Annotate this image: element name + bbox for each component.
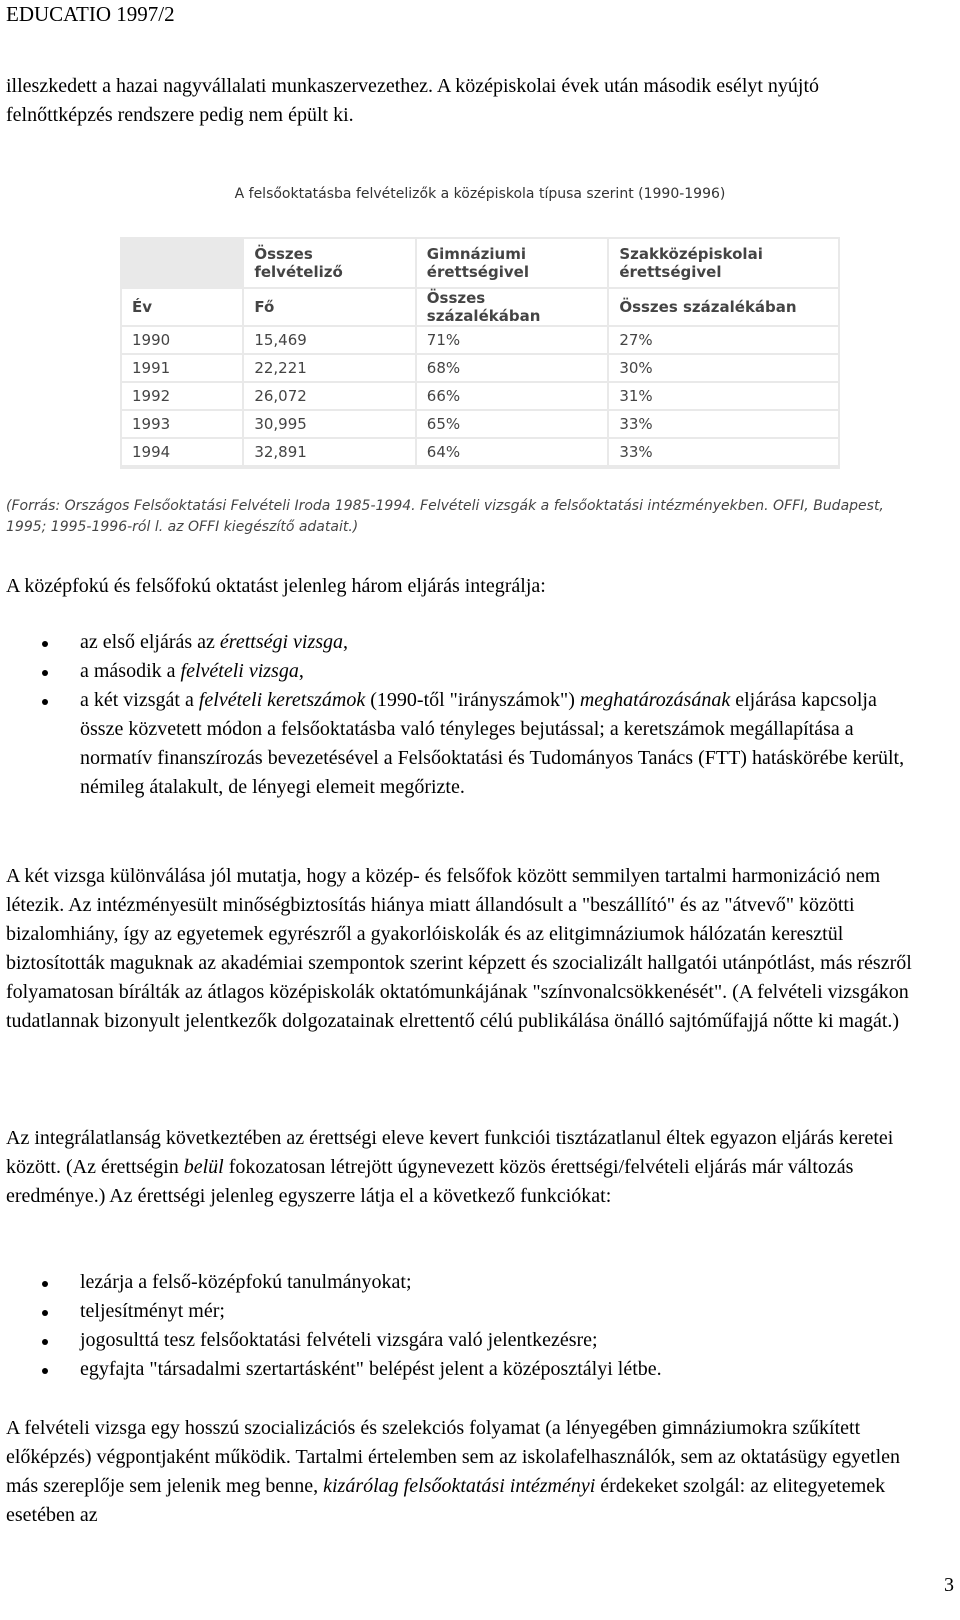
list-item: a második a felvételi vizsga, [6,657,916,686]
table-header-gymnasium: Gimnáziumi érettségivel [417,239,608,287]
paragraph-integration: Az integrálatlanság következtében az érettségi eleve kevert funkciói tisztázatlanul éltek egyazon eljárás keretei között. (Az érettségin belül fokozatosan létrejött úgynevezett közös érettségi/felvételi eljárás már változás eredménye.) Az érettségi jelenleg egyszerre látja el a következő funkciókat: [6,1127,894,1207]
table-sub-header-row [122,289,838,325]
table-cell-year: 1994 [122,439,242,465]
table-cell-gym-pct: 66% [417,383,608,409]
bullet-icon [42,1368,48,1374]
table-subheader-gym-pct: Összes százalékában [417,289,608,325]
list-item: egyfajta "társadalmi szertartásként" belépést jelent a középosztályi létbe. [6,1355,916,1384]
intro-paragraph: illeszkedett a hazai nagyvállalati munkaszervezethez. A középiskolai évek után második esélyt nyújtó felnőttképzés rendszere pedig nem épült ki. [6,75,820,126]
list-item: az első eljárás az érettségi vizsga, [6,628,916,657]
paragraph-entrance-exam: A felvételi vizsga egy hosszú szocializációs és szelekciós folyamat (a lényegében gimnáziumokra szűkített előképzés) végpontjaként működik. Tartalmi értelemben sem az iskolafelhasználók, sem az oktatásügy egyetlen más szereplője sem jelenik meg benne, kizárólag felsőoktatási intézményi érdekeket szolgál: az elitegyetemek esetében az [6,1417,901,1526]
table-header-empty-cell [122,239,242,287]
table-subheader-year: Év [122,289,242,325]
bullet-icon [42,1281,48,1287]
table-cell-voc-pct: 30% [609,355,838,381]
list-item: lezárja a felső-középfokú tanulmányokat; [6,1268,916,1297]
list-item: teljesítményt mér; [6,1297,916,1326]
table-row [122,439,838,465]
table-row [122,383,838,409]
table-cell-voc-pct: 33% [609,439,838,465]
admissions-table [120,237,840,469]
bullet-icon [42,699,48,705]
page-number: 3 [944,1574,954,1596]
table-row [122,411,838,437]
table-subheader-voc-pct: Összes százalékában [609,289,838,325]
table-cell-voc-pct: 33% [609,411,838,437]
table-row [122,355,838,381]
table-source-note: (Forrás: Országos Felsőoktatási Felvételi Iroda 1985-1994. Felvételi vizsgák a felsőoktatási intézményekben. OFFI, Budapest, 1995; 1995-1996-ról l. az OFFI kiegészítő adatait.) [6,498,884,535]
table-cell-year: 1991 [122,355,242,381]
table-cell-voc-pct: 31% [609,383,838,409]
table-cell-count: 32,891 [244,439,414,465]
table-cell-year: 1990 [122,327,242,353]
table-cell-count: 26,072 [244,383,414,409]
table-cell-count: 30,995 [244,411,414,437]
functions-list [6,1268,916,1384]
table-caption: A felsőoktatásba felvételizők a középiskola típusa szerint (1990-1996) [234,186,726,202]
admissions-data-table [120,237,840,467]
table-cell-year: 1993 [122,411,242,437]
paragraph-three-procedures: A középfokú és felsőfokú oktatást jelenleg három eljárás integrálja: [6,575,546,597]
procedures-list [6,628,916,802]
list-item: jogosulttá tesz felsőoktatási felvételi vizsgára való jelentkezésre; [6,1326,916,1355]
bullet-icon [42,670,48,676]
table-cell-count: 22,221 [244,355,414,381]
table-group-header-row [122,239,838,287]
table-cell-gym-pct: 71% [417,327,608,353]
table-header-vocational: Szakközépiskolai érettségivel [609,239,838,287]
table-cell-year: 1992 [122,383,242,409]
table-row [122,327,838,353]
list-item: a két vizsgát a felvételi keretszámok (1990-től "irányszámok") meghatározásának eljárása kapcsolja össze közvetett módon a felsőoktatásba való tényleges bejutással; a keretszámok megállapítása a normatív finanszírozás bevezetésével a Felsőoktatási és Tudományos Tanács (FTT) hatáskörébe került, némileg átalakult, de lényegi elemeit megőrizte. [6,686,916,802]
running-header: EDUCATIO 1997/2 [6,2,175,26]
table-cell-gym-pct: 64% [417,439,608,465]
table-cell-gym-pct: 68% [417,355,608,381]
table-cell-count: 15,469 [244,327,414,353]
table-subheader-count: Fő [244,289,414,325]
paragraph-separation: A két vizsga különválása jól mutatja, hogy a közép- és felsőfok között semmilyen tartalmi harmonizáció nem létezik. Az intézményesült minőségbiztosítás hiánya miatt állandósult a "beszállító" és az "átvevő" közötti bizalomhiány, így az egyetemek egyrészről a gyakorlóiskolák és az elitgimnáziumok hálózatán keresztül biztosították maguknak az akadémiai szempontok szerint képzett és szocializált hallgatói utánpótlást, más részről folyamatosan bírálták az átlagos középiskolák oktatómunkájának "színvonalcsökkenését". (A felvételi vizsgákon tudatlannak bizonyult jelentkezők dolgozatainak elrettentő célú publikálása önálló sajtóműfajjá nőtte ki magát.) [6,865,912,1032]
table-cell-voc-pct: 27% [609,327,838,353]
bullet-icon [42,641,48,647]
bullet-icon [42,1310,48,1316]
table-cell-gym-pct: 65% [417,411,608,437]
bullet-icon [42,1339,48,1345]
table-header-total: Összes felvételiző [244,239,414,287]
